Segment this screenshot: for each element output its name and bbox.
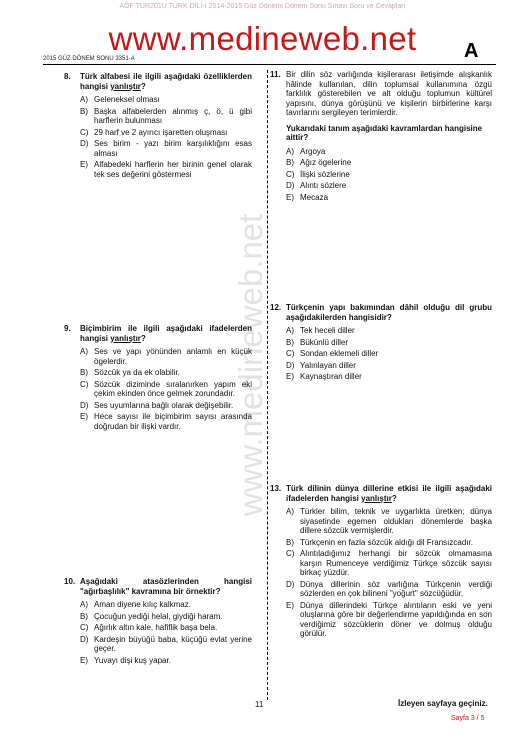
- answer-option-a[interactable]: A) Tek heceli diller: [286, 326, 355, 335]
- question-11: [270, 70, 492, 204]
- answer-option-b[interactable]: B) Çocuğun yediği helal, giydiği haram.: [80, 611, 223, 621]
- question-lead: Bir dilin söz varlığında kişilerarası iletişimde alışkanlık hâlinde kullanılan, dilin toplumsal kullanımına özgü farklılık gösterebilen ve alt olduğu toplumun kültürel yapısını, dünya görüşünü ve kişilerin birbirlerine karşı tavırlarını sergileyen terimlerdir.: [286, 70, 492, 117]
- question-stem: Türk alfabesi ile ilgili aşağıdaki özelliklerden hangisi yanlıştır?: [80, 72, 252, 91]
- question-10: [64, 577, 252, 667]
- answer-option-e[interactable]: E) Yuvayı dişi kuş yapar.: [80, 655, 171, 665]
- watermark-text: www.medineweb.net: [232, 213, 269, 517]
- question-stem: Biçimbirim ile ilgili aşağıdaki ifadelerden hangisi yanlıştır?: [80, 324, 252, 343]
- answer-option-c[interactable]: C) Sözcük diziminde sıralanırken yapım eki çekim ekinden önce gelmek zorundadır.: [80, 379, 252, 398]
- answer-options: [64, 600, 252, 665]
- answer-option-c[interactable]: C) Ağırlık altın kale, hafiflik başa bela.: [80, 623, 218, 632]
- answer-option-e[interactable]: E) Dünya dillerindeki Türkçe alıntıların eski ve yeni oluşlarına göre bir değerlendirme yapıldığında en son verdiğimiz sözcüklerin döner ve dolmuş olduğu görülür.: [286, 600, 492, 638]
- question-9: [64, 324, 252, 433]
- answer-option-d[interactable]: D) Ses uyumlarına bağlı olarak değişebilir.: [80, 400, 234, 410]
- answer-option-d[interactable]: D) Yalınlayan diller: [286, 360, 356, 370]
- answer-options: [270, 507, 492, 639]
- question-stem: Yukarıdaki tanım aşağıdaki kavramlardan hangisine aittir?: [286, 123, 483, 142]
- answer-option-c[interactable]: C) 29 harf ve 2 ayırıcı işaretten oluşması: [80, 127, 228, 137]
- question-12: [270, 303, 492, 384]
- answer-option-d[interactable]: D) Kardeşin büyüğü baba, küçüğü evlat yerine geçer.: [80, 634, 252, 653]
- answer-option-c[interactable]: C) Sondan eklemeli diller: [286, 349, 379, 358]
- answer-option-b[interactable]: B) Türkçenin en fazla sözcük aldığı dil Fransızcadır.: [286, 537, 473, 547]
- answer-option-d[interactable]: D) Alıntı sözlere: [286, 181, 347, 190]
- answer-option-b[interactable]: B) Bükünlü diller: [286, 337, 349, 347]
- answer-option-d[interactable]: D) Dünya dillerinin söz varlığına Türkçenin verdiği sözlerden en çok bilineni "yoğurt" sözcüğüdür.: [286, 579, 492, 598]
- question-number: 12.: [270, 303, 282, 312]
- question-stem: Türkçenin yapı bakımından dâhil olduğu dil grubu aşağıdakilerden hangisidir?: [286, 303, 492, 322]
- exam-code: 2015 GÜZ DÖNEM SONU 3351-A: [43, 56, 135, 62]
- answer-option-d[interactable]: D) Ses birim - yazı birim karşılıklığını esas alması: [80, 139, 252, 158]
- answer-options: [270, 147, 492, 203]
- answer-option-a[interactable]: A) Aman diyene kılıç kalkmaz.: [80, 600, 191, 609]
- answer-option-e[interactable]: E) Alfabedeki harflerin her birinin genel olarak tek ses değerini göstermesi: [80, 160, 252, 179]
- site-title: www.medineweb.net: [108, 20, 417, 57]
- answer-options: [270, 326, 492, 382]
- answer-option-b[interactable]: B) Ağız ögelerine: [286, 158, 352, 167]
- question-stem: Aşağıdaki atasözlerinden hangisi "ağırbaşlılık" kavramına bir örnektir?: [80, 577, 252, 596]
- answer-options: [64, 95, 252, 179]
- question-number: 13.: [270, 484, 282, 493]
- question-13: [270, 484, 492, 641]
- answer-option-b[interactable]: B) Sözcük ya da ek olabilir.: [80, 368, 180, 377]
- question-8: [64, 72, 252, 181]
- answer-options: [64, 347, 252, 431]
- answer-option-e[interactable]: E) Mecaza: [286, 192, 329, 202]
- answer-option-c[interactable]: C) Alıntıladığımız herhangi bir sözcük olmamasına karşın Rumenceye verdiğimiz Türkçe sözcük sayısı birkaç yüzdür.: [286, 549, 492, 577]
- question-number: 10.: [64, 577, 76, 586]
- answer-option-a[interactable]: A) Ses ve yapı yönünden anlamlı en küçük ögelerdir.: [80, 347, 252, 366]
- question-number: 9.: [64, 324, 71, 333]
- booklet-type: A: [464, 40, 479, 62]
- top-caption: AÖF TUR201U TÜRK DİLİ-I 2014-2015 Güz Dönemi Dönem Sonu Sınavı Soru ve Cevapları: [119, 3, 406, 10]
- question-number: 11.: [270, 70, 281, 79]
- answer-option-a[interactable]: A) Argoya: [286, 146, 326, 156]
- question-number: 8.: [64, 72, 71, 81]
- question-stem: Türk dilinin dünya dillerine etkisi ile ilgili aşağıdaki ifadelerden hangisi yanlıştır?: [286, 484, 492, 503]
- page-number: 11: [255, 700, 264, 709]
- answer-option-e[interactable]: E) Hece sayısı ile biçimbirim sayısı arasında doğrudan bir ilişki vardır.: [80, 412, 252, 431]
- header-divider: [43, 64, 496, 65]
- page-indicator: Sayfa 3 / 5: [451, 715, 485, 722]
- answer-option-e[interactable]: E) Kaynaştıran diller: [286, 372, 362, 381]
- answer-option-a[interactable]: A) Türkler bilim, teknik ve uygarlıkta üretken; dünya siyasetinde egemen oldukları dönemlerde başka dillere sözcük vermişlerdir.: [286, 507, 492, 535]
- answer-option-a[interactable]: A) Geleneksel olması: [80, 95, 160, 104]
- next-page-note: İzleyen sayfaya geçiniz.: [398, 699, 488, 708]
- answer-option-b[interactable]: B) Başka alfabelerden alınmış ç, ö, ü gibi harflerin bulunması: [80, 106, 252, 125]
- answer-option-c[interactable]: C) İlişki sözlerine: [286, 169, 350, 179]
